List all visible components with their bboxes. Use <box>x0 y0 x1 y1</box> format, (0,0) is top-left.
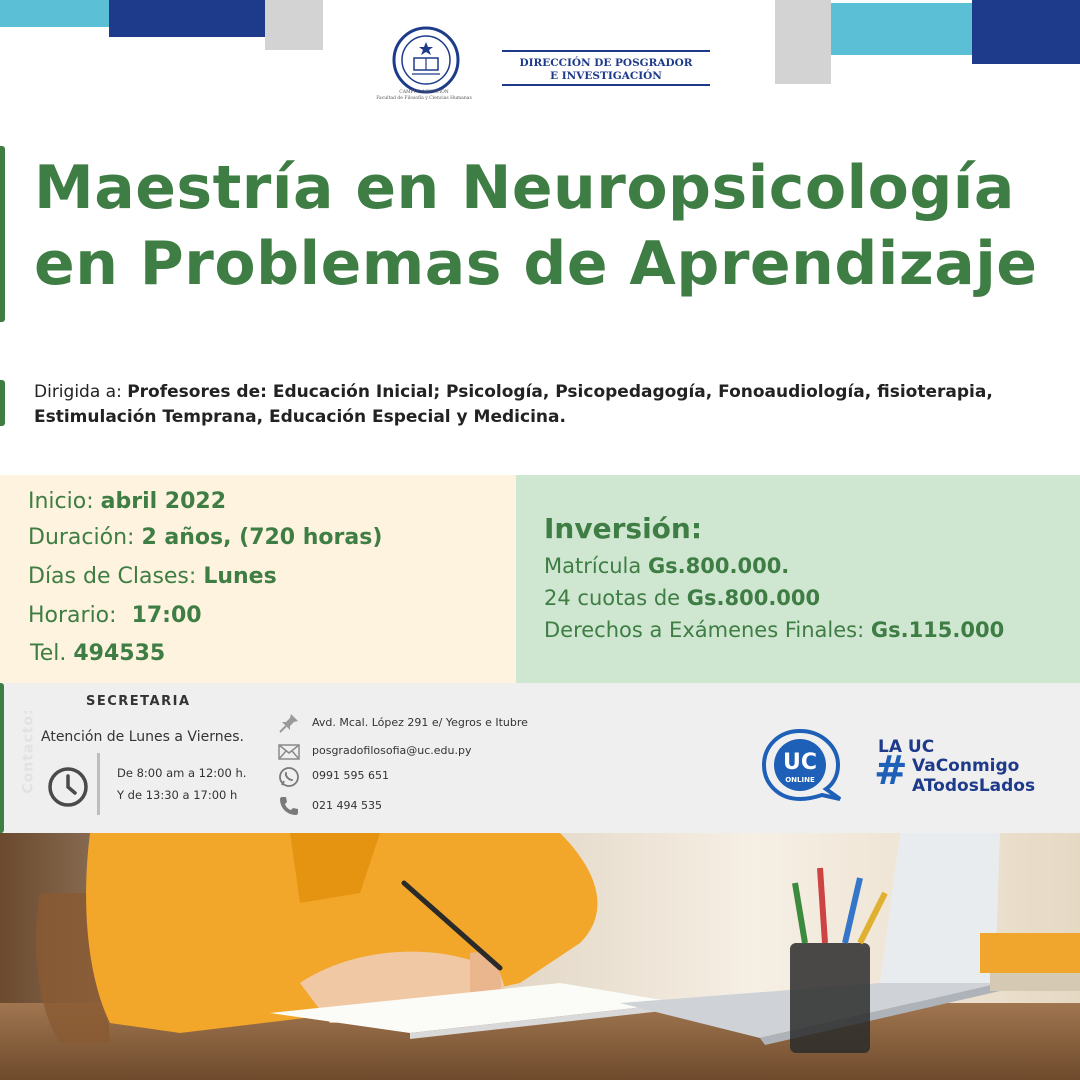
title-line-1: Maestría en Neuropsicología <box>34 153 1015 223</box>
hashtag-line-3: ATodosLados <box>912 776 1036 796</box>
hours-morning: De 8:00 am a 12:00 h. <box>117 766 247 780</box>
target-audience <box>34 380 1064 430</box>
department-label <box>502 50 710 86</box>
uc-logo-text: UC <box>782 750 818 775</box>
start-date-label: Inicio: <box>28 489 94 514</box>
whatsapp-icon <box>277 765 301 789</box>
page-title <box>34 150 1054 302</box>
phone-icon <box>277 794 301 818</box>
start-date-value: abril 2022 <box>100 489 227 514</box>
class-days-row <box>28 564 277 589</box>
exam-fees-label: Derechos a Exámenes Finales: <box>544 618 865 642</box>
hours-divider <box>97 753 100 815</box>
department-line-1: DIRECCIÓN DE POSGRADOR <box>519 57 693 69</box>
deco-gray-block-right <box>775 0 831 84</box>
audience-text: Profesores de: Educación Inicial; Psicología, Psicopedagogía, Fonoaudiología, fisioterapia, Estimulación Temprana, Educación Especial y Medicina. <box>34 382 993 427</box>
phone-label: Tel. <box>30 641 67 666</box>
title-accent-bar <box>0 146 5 322</box>
installments-row <box>544 586 820 610</box>
hashtag-line-1: LA UC <box>878 737 935 757</box>
hashtag-line-2: VaConmigo <box>912 756 1020 776</box>
exam-fees-row <box>544 618 1004 642</box>
class-days-label: Días de Clases: <box>28 564 197 589</box>
campaign-hashtag <box>874 737 1054 807</box>
clock-icon <box>47 766 89 808</box>
contact-section <box>0 683 1080 833</box>
phone-number[interactable]: 021 494 535 <box>312 799 382 812</box>
audience-accent-bar <box>0 380 5 426</box>
seal-caption: CAMPUS ASUNCIÓN Facultad de Filosofía y Ciencias Humanas <box>376 90 472 101</box>
contact-accent-bar <box>0 683 4 833</box>
duration-row <box>28 525 382 550</box>
schedule-value: 17:00 <box>131 603 202 628</box>
start-date-row <box>28 489 226 514</box>
whatsapp-number[interactable]: 0991 595 651 <box>312 769 389 782</box>
uc-logo-online-text: ONLINE <box>785 776 815 784</box>
exam-fees-value: Gs.115.000 <box>870 618 1005 642</box>
class-days-value: Lunes <box>203 564 277 589</box>
address-text: Avd. Mcal. López 291 e/ Yegros e Itubre <box>312 716 528 729</box>
enrollment-value: Gs.800.000. <box>647 554 790 578</box>
deco-cyan-bar-right <box>831 3 972 55</box>
schedule-row <box>28 603 202 628</box>
pin-icon <box>277 711 301 735</box>
student-studying-photo <box>0 833 1080 1080</box>
mail-icon <box>277 740 301 764</box>
attention-days: Atención de Lunes a Viernes. <box>41 729 244 745</box>
enrollment-row <box>544 554 789 578</box>
duration-label: Duración: <box>28 525 135 550</box>
installments-value: Gs.800.000 <box>686 586 821 610</box>
phone-row <box>30 641 165 666</box>
investment-panel <box>516 475 1080 683</box>
hours-afternoon: Y de 13:30 a 17:00 h <box>117 788 238 802</box>
hashtag-symbol: # <box>874 748 908 794</box>
installments-label: 24 cuotas de <box>544 586 681 610</box>
investment-title: Inversión: <box>544 512 703 545</box>
secretaria-title: SECRETARIA <box>86 694 191 709</box>
deco-navy-bar-right <box>972 0 1080 64</box>
title-line-2: en Problemas de Aprendizaje <box>34 229 1038 299</box>
phone-value: 494535 <box>73 641 166 666</box>
contact-vertical-label: Contacto: <box>20 708 37 794</box>
deco-cyan-bar-left <box>0 0 109 27</box>
department-line-2: E INVESTIGACIÓN <box>550 70 662 82</box>
deco-navy-bar-left <box>109 0 265 37</box>
program-details-panel <box>0 475 516 683</box>
deco-gray-block-left <box>265 0 323 50</box>
email-link[interactable]: posgradofilosofia@uc.edu.py <box>312 744 472 757</box>
audience-label: Dirigida a: <box>34 382 122 402</box>
enrollment-label: Matrícula <box>544 554 642 578</box>
uc-online-logo <box>760 725 858 805</box>
duration-value: 2 años, (720 horas) <box>141 525 383 550</box>
schedule-label: Horario: <box>28 603 117 628</box>
